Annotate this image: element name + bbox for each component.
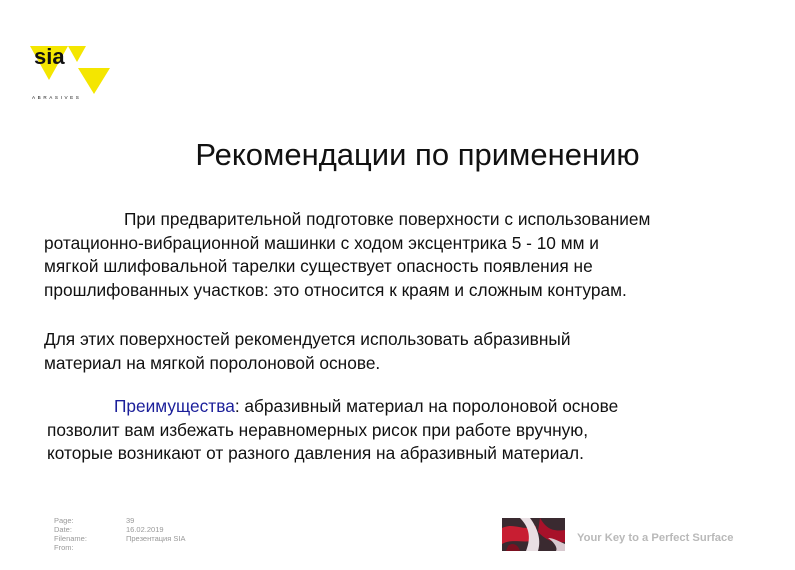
paragraph3-line: которые возникают от разного давления на абразивный материал. [47,443,584,463]
paragraph1-line: ротационно-вибрационной машинки с ходом эксцентрика 5 - 10 мм и [44,232,599,253]
advantages-highlight: Преимущества [114,396,235,416]
paragraph2-line: Для этих поверхностей рекомендуется использовать абразивный [44,329,571,349]
paragraph-recommendation [44,328,764,375]
footer-meta-row [54,543,185,552]
sia-abrasives-logo [28,44,112,104]
footer-meta-value: Презентация SIA [126,534,186,543]
paragraph3-first-line [47,395,767,419]
footer-meta-key: Filename: [54,534,87,543]
paragraph-advantages [47,395,767,466]
paragraph1-line: прошлифованных участков: это относится к краям и сложным контурам. [44,279,627,300]
footer-meta-value: 16.02.2019 [126,525,164,534]
paragraph1-line: мягкой шлифовальной тарелки существует опасность появления не [44,256,593,276]
footer-meta [54,516,185,552]
slide-title: Рекомендации по применению [195,137,640,172]
paragraph-surface-prep [44,208,764,302]
footer-meta-value: 39 [126,516,135,525]
footer-tagline: Your Key to a Perfect Surface [577,532,734,544]
logo-subtext: ABRASIVES [32,95,82,100]
advantages-text: : абразивный материал на поролоновой основе [234,396,619,416]
paragraph2-line: материал на мягкой поролоновой основе. [44,352,381,373]
footer-meta-key: Date: [54,525,72,534]
footer-product-image [502,518,565,551]
footer-meta-row [54,534,185,543]
logo-text: sia [34,44,65,69]
paragraph1-line: При предварительной подготовке поверхности с использованием [124,209,651,229]
footer-meta-key: From: [54,543,74,552]
footer-meta-row [54,525,185,534]
footer-meta-key: Page: [54,516,74,525]
footer-meta-row [54,516,185,525]
paragraph3-line: позволит вам избежать неравномерных рисок при работе вручную, [47,419,589,440]
